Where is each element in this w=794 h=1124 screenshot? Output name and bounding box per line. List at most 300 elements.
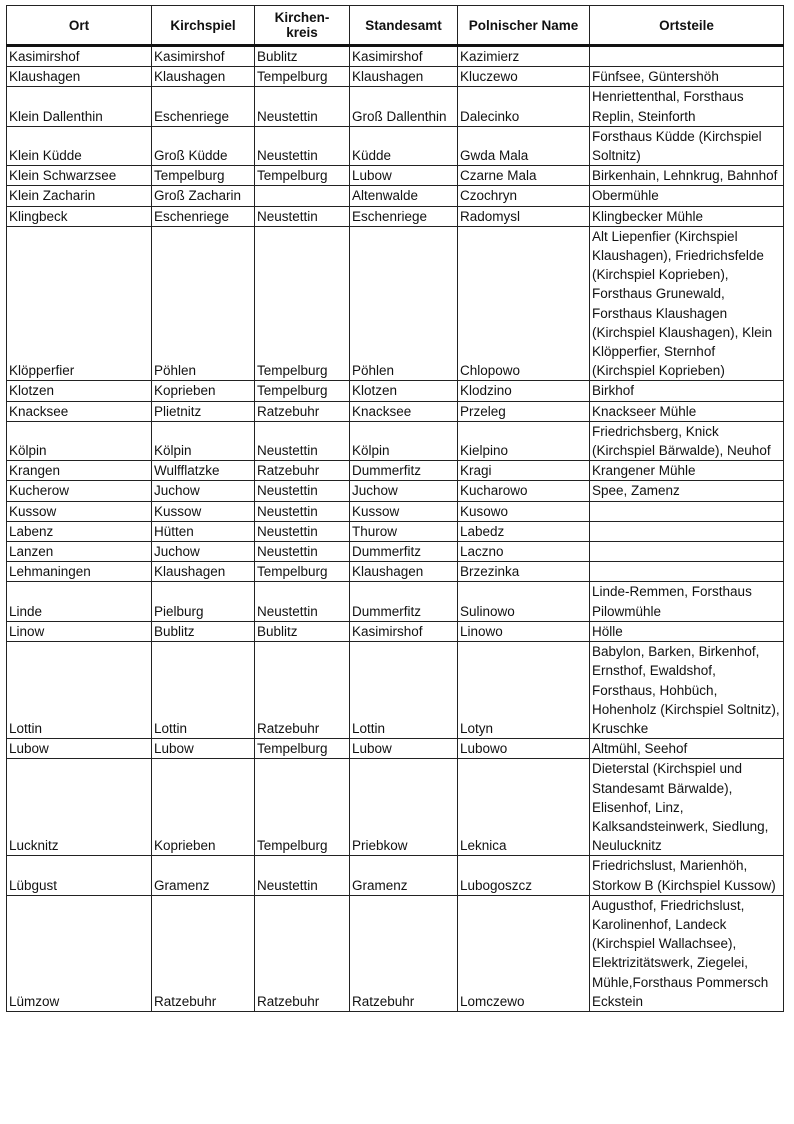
cell-kirchenkreis-text: Tempelburg: [257, 168, 328, 184]
cell-kirchspiel-text: Gramenz: [154, 877, 210, 893]
cell-standesamt-text: Dummerfitz: [352, 603, 422, 619]
cell-standesamt: [350, 521, 458, 541]
table-row: [7, 562, 784, 582]
cell-ortsteile-text: Friedrichsberg, Knick (Kirchspiel Bärwalde), Neuhof: [592, 423, 771, 459]
cell-ort-text: Klein Küdde: [9, 148, 82, 164]
cell-polnischer-name: [458, 186, 590, 206]
table-row: [7, 582, 784, 621]
cell-kirchspiel-text: Kasimirshof: [154, 49, 225, 64]
cell-polnischer-name: [458, 856, 590, 895]
cell-standesamt: [350, 206, 458, 226]
cell-polnischer-name-text: Przeleg: [460, 403, 506, 419]
cell-kirchspiel: [152, 46, 255, 67]
places-table: [6, 5, 784, 1012]
table-row: [7, 186, 784, 206]
cell-ort: [7, 542, 152, 562]
cell-kirchspiel: [152, 186, 255, 206]
cell-ort: [7, 186, 152, 206]
cell-ortsteile-text: Birkhof: [592, 383, 635, 399]
cell-standesamt: [350, 582, 458, 621]
cell-ort: [7, 421, 152, 460]
cell-kirchspiel: [152, 421, 255, 460]
cell-standesamt: [350, 46, 458, 67]
cell-kirchspiel: [152, 642, 255, 739]
cell-standesamt-text: Klaushagen: [352, 69, 424, 85]
cell-standesamt-text: Dummerfitz: [352, 463, 422, 479]
cell-ort: [7, 226, 152, 381]
cell-ort-text: Kasimirshof: [9, 49, 80, 64]
header-standesamt: Standesamt: [350, 6, 458, 46]
cell-kirchspiel: [152, 895, 255, 1011]
table-row: [7, 126, 784, 165]
cell-polnischer-name: [458, 226, 590, 381]
cell-ortsteile-text: Augusthof, Friedrichslust, Karolinenhof, Landeck (Kirchspiel Wallachsee), Elektrizitätswerk, Ziegelei, Mühle,Forsthaus Pommersch Eckstein: [592, 897, 769, 1009]
cell-kirchspiel-text: Klaushagen: [154, 69, 226, 85]
cell-standesamt: [350, 67, 458, 87]
cell-ortsteile-text: Spee, Zamenz: [592, 483, 680, 499]
cell-polnischer-name: [458, 501, 590, 521]
cell-ortsteile: [590, 621, 784, 641]
cell-polnischer-name-text: Lubowo: [460, 741, 508, 757]
cell-ort: [7, 856, 152, 895]
cell-kirchspiel-text: Eschenriege: [154, 208, 230, 224]
cell-polnischer-name-text: Lubogoszcz: [460, 877, 533, 893]
table-row: [7, 501, 784, 521]
cell-ortsteile: [590, 206, 784, 226]
cell-ortsteile-text: Knackseer Mühle: [592, 403, 697, 419]
cell-ort: [7, 759, 152, 856]
cell-polnischer-name: [458, 461, 590, 481]
cell-polnischer-name-text: Kucharowo: [460, 483, 528, 499]
cell-ortsteile-text: Fünfsee, Güntershöh: [592, 69, 719, 85]
cell-polnischer-name: [458, 67, 590, 87]
cell-polnischer-name: [458, 521, 590, 541]
cell-ortsteile: [590, 186, 784, 206]
cell-kirchenkreis: [255, 521, 350, 541]
cell-polnischer-name: [458, 381, 590, 401]
cell-polnischer-name: [458, 621, 590, 641]
cell-ortsteile: [590, 381, 784, 401]
cell-kirchspiel-text: Plietnitz: [154, 403, 202, 419]
cell-kirchspiel-text: Bublitz: [154, 623, 195, 639]
cell-kirchspiel: [152, 481, 255, 501]
table-row: [7, 226, 784, 381]
cell-kirchspiel: [152, 226, 255, 381]
cell-standesamt: [350, 542, 458, 562]
cell-ort: [7, 401, 152, 421]
cell-ortsteile-text: Linde-Remmen, Forsthaus Pilowmühle: [592, 584, 752, 619]
cell-ort: [7, 642, 152, 739]
cell-ortsteile: [590, 461, 784, 481]
cell-standesamt-text: Dummerfitz: [352, 544, 422, 560]
cell-standesamt: [350, 87, 458, 126]
cell-standesamt-text: Klotzen: [352, 383, 398, 399]
cell-polnischer-name: [458, 421, 590, 460]
cell-standesamt: [350, 856, 458, 895]
cell-kirchspiel: [152, 739, 255, 759]
cell-kirchspiel-text: Tempelburg: [154, 168, 225, 184]
cell-ortsteile: [590, 759, 784, 856]
cell-standesamt-text: Küdde: [352, 148, 392, 164]
cell-ortsteile-text: Dieterstal (Kirchspiel und Standesamt Bärwalde), Elisenhof, Linz, Kalksandsteinwerk, Siedlung, Neulucknitz: [592, 761, 769, 854]
cell-standesamt: [350, 421, 458, 460]
cell-standesamt-text: Ratzebuhr: [352, 993, 415, 1009]
cell-polnischer-name: [458, 562, 590, 582]
cell-kirchenkreis-text: Neustettin: [257, 877, 318, 893]
cell-ort: [7, 46, 152, 67]
cell-standesamt-text: Eschenriege: [352, 208, 428, 224]
cell-kirchenkreis-text: Ratzebuhr: [257, 720, 320, 736]
cell-ort-text: Lubow: [9, 741, 49, 757]
cell-kirchenkreis-text: Neustettin: [257, 503, 318, 519]
cell-ortsteile: [590, 521, 784, 541]
table-row: [7, 621, 784, 641]
header-kirchenkreis-line2: kreis: [286, 25, 318, 40]
cell-kirchspiel-text: Koprieben: [154, 838, 216, 854]
table-body: [7, 46, 784, 1012]
cell-polnischer-name: [458, 642, 590, 739]
cell-kirchspiel: [152, 759, 255, 856]
cell-ort-text: Klaushagen: [9, 69, 81, 85]
cell-polnischer-name-text: Kielpino: [460, 443, 509, 459]
header-polnischer-name: Polnischer Name: [458, 6, 590, 46]
cell-ortsteile: [590, 46, 784, 67]
cell-kirchenkreis: [255, 461, 350, 481]
cell-ortsteile-text: Babylon, Barken, Birkenhof, Ernsthof, Ewaldshof, Forsthaus, Hohbüch, Hohenholz (Kirchspiel Soltnitz), Kruschke: [592, 644, 780, 736]
cell-ortsteile: [590, 562, 784, 582]
cell-ortsteile: [590, 126, 784, 165]
cell-kirchspiel-text: Lubow: [154, 741, 194, 757]
cell-kirchenkreis: [255, 126, 350, 165]
cell-kirchspiel: [152, 856, 255, 895]
cell-standesamt: [350, 642, 458, 739]
cell-kirchenkreis-text: Ratzebuhr: [257, 993, 320, 1009]
cell-ortsteile: [590, 542, 784, 562]
cell-kirchspiel: [152, 501, 255, 521]
cell-ort: [7, 461, 152, 481]
cell-standesamt: [350, 621, 458, 641]
cell-standesamt: [350, 481, 458, 501]
cell-polnischer-name-text: Chlopowo: [460, 363, 521, 379]
cell-kirchspiel: [152, 562, 255, 582]
header-row: [7, 6, 784, 46]
cell-ort-text: Linde: [9, 603, 43, 619]
cell-kirchspiel: [152, 401, 255, 421]
cell-polnischer-name-text: Lomczewo: [460, 993, 525, 1009]
cell-standesamt: [350, 381, 458, 401]
cell-ort-text: Krangen: [9, 463, 61, 479]
cell-kirchenkreis: [255, 67, 350, 87]
cell-kirchenkreis: [255, 226, 350, 381]
cell-ortsteile: [590, 582, 784, 621]
cell-polnischer-name: [458, 759, 590, 856]
cell-kirchenkreis: [255, 739, 350, 759]
cell-ortsteile-text: Friedrichslust, Marienhöh, Storkow B (Kirchspiel Kussow): [592, 858, 776, 893]
cell-ort-text: Kölpin: [9, 443, 47, 459]
cell-ortsteile-text: Krangener Mühle: [592, 463, 696, 479]
cell-kirchenkreis: [255, 481, 350, 501]
cell-kirchenkreis: [255, 381, 350, 401]
cell-ort-text: Lucknitz: [9, 838, 59, 854]
cell-kirchenkreis-text: Tempelburg: [257, 564, 328, 580]
cell-kirchenkreis: [255, 642, 350, 739]
cell-kirchenkreis-text: Neustettin: [257, 148, 318, 164]
cell-polnischer-name-text: Gwda Mala: [460, 148, 529, 164]
cell-standesamt-text: Klaushagen: [352, 564, 424, 580]
cell-ortsteile: [590, 401, 784, 421]
cell-kirchspiel-text: Eschenriege: [154, 108, 230, 124]
cell-standesamt-text: Kölpin: [352, 443, 390, 459]
cell-kirchenkreis: [255, 206, 350, 226]
cell-polnischer-name-text: Kluczewo: [460, 69, 518, 85]
cell-kirchenkreis: [255, 401, 350, 421]
cell-kirchenkreis-text: Neustettin: [257, 544, 318, 560]
cell-kirchspiel-text: Groß Zacharin: [154, 188, 242, 204]
cell-ort-text: Klöpperfier: [9, 363, 75, 379]
cell-standesamt: [350, 461, 458, 481]
cell-ort: [7, 87, 152, 126]
header-kirchspiel: Kirchspiel: [152, 6, 255, 46]
cell-ort-text: Klingbeck: [9, 208, 68, 224]
cell-ortsteile-text: Obermühle: [592, 188, 659, 204]
cell-kirchspiel-text: Pielburg: [154, 603, 204, 619]
cell-polnischer-name: [458, 166, 590, 186]
cell-kirchspiel: [152, 87, 255, 126]
cell-ortsteile-text: Alt Liepenfier (Kirchspiel Klaushagen), Friedrichsfelde (Kirchspiel Koprieben), Forsthaus Grunewald, Forsthaus Klaushagen (Kirchspiel Klaushagen), Klein Klöpperfier, Sternhof (Kirchspiel Koprieben): [592, 228, 773, 379]
cell-ort-text: Kucherow: [9, 483, 70, 499]
cell-kirchspiel: [152, 521, 255, 541]
cell-kirchenkreis-text: Bublitz: [257, 623, 298, 639]
cell-polnischer-name: [458, 739, 590, 759]
cell-ort-text: Lottin: [9, 720, 43, 736]
table-row: [7, 895, 784, 1011]
cell-ortsteile: [590, 642, 784, 739]
cell-ortsteile-text: Birkenhain, Lehnkrug, Bahnhof: [592, 168, 778, 184]
cell-standesamt: [350, 226, 458, 381]
cell-ort: [7, 739, 152, 759]
cell-kirchenkreis: [255, 895, 350, 1011]
cell-kirchspiel-text: Pöhlen: [154, 363, 197, 379]
cell-ort: [7, 381, 152, 401]
cell-ortsteile: [590, 856, 784, 895]
cell-kirchspiel: [152, 206, 255, 226]
cell-standesamt-text: Groß Dallenthin: [352, 108, 447, 124]
table-row: [7, 739, 784, 759]
cell-ort: [7, 126, 152, 165]
cell-ortsteile: [590, 501, 784, 521]
cell-ortsteile: [590, 739, 784, 759]
cell-polnischer-name-text: Klodzino: [460, 383, 512, 399]
cell-kirchspiel: [152, 166, 255, 186]
cell-polnischer-name-text: Laczno: [460, 544, 504, 560]
cell-standesamt: [350, 895, 458, 1011]
cell-kirchenkreis-text: Tempelburg: [257, 741, 328, 757]
cell-kirchenkreis: [255, 501, 350, 521]
cell-ortsteile: [590, 67, 784, 87]
header-kirchenkreis: [255, 6, 350, 46]
cell-polnischer-name-text: Sulinowo: [460, 603, 515, 619]
cell-ort-text: Klotzen: [9, 383, 55, 399]
cell-standesamt-text: Knacksee: [352, 403, 412, 419]
cell-ortsteile-text: Altmühl, Seehof: [592, 741, 688, 757]
cell-ort-text: Knacksee: [9, 403, 69, 419]
cell-kirchenkreis-text: Neustettin: [257, 603, 318, 619]
cell-standesamt-text: Pöhlen: [352, 363, 395, 379]
cell-ortsteile: [590, 895, 784, 1011]
cell-standesamt-text: Priebkow: [352, 838, 408, 854]
table-row: [7, 642, 784, 739]
cell-kirchenkreis: [255, 542, 350, 562]
header-ortsteile: Ortsteile: [590, 6, 784, 46]
cell-standesamt: [350, 759, 458, 856]
cell-kirchenkreis-text: Tempelburg: [257, 363, 328, 379]
cell-standesamt: [350, 739, 458, 759]
cell-polnischer-name-text: Linowo: [460, 623, 503, 639]
cell-polnischer-name: [458, 46, 590, 67]
cell-kirchspiel-text: Klaushagen: [154, 564, 226, 580]
table-row: [7, 521, 784, 541]
cell-ort: [7, 501, 152, 521]
cell-kirchenkreis: [255, 186, 350, 206]
header-ort: Ort: [7, 6, 152, 46]
cell-standesamt: [350, 501, 458, 521]
cell-kirchspiel-text: Ratzebuhr: [154, 993, 217, 1009]
cell-kirchenkreis: [255, 759, 350, 856]
cell-ort: [7, 67, 152, 87]
table-row: [7, 381, 784, 401]
cell-ortsteile: [590, 481, 784, 501]
table-row: [7, 87, 784, 126]
cell-polnischer-name-text: Kragi: [460, 463, 492, 479]
cell-kirchenkreis: [255, 562, 350, 582]
cell-kirchspiel: [152, 126, 255, 165]
cell-kirchspiel-text: Lottin: [154, 720, 188, 736]
cell-standesamt-text: Kussow: [352, 503, 400, 519]
cell-ortsteile: [590, 166, 784, 186]
cell-kirchenkreis: [255, 421, 350, 460]
cell-ort-text: Klein Schwarzsee: [9, 168, 117, 184]
cell-kirchenkreis-text: Ratzebuhr: [257, 403, 320, 419]
cell-kirchspiel-text: Hütten: [154, 523, 194, 539]
cell-ort-text: Linow: [9, 623, 45, 639]
cell-polnischer-name-text: Lotyn: [460, 720, 494, 736]
cell-standesamt: [350, 166, 458, 186]
cell-standesamt-text: Lubow: [352, 741, 392, 757]
cell-standesamt: [350, 186, 458, 206]
cell-kirchenkreis-text: Bublitz: [257, 49, 298, 64]
cell-kirchspiel: [152, 67, 255, 87]
cell-standesamt-text: Lottin: [352, 720, 386, 736]
cell-ort-text: Lehmaningen: [9, 564, 91, 580]
cell-ort: [7, 206, 152, 226]
cell-standesamt: [350, 562, 458, 582]
cell-kirchspiel-text: Juchow: [154, 483, 200, 499]
cell-polnischer-name: [458, 542, 590, 562]
cell-ort: [7, 582, 152, 621]
cell-ort: [7, 166, 152, 186]
table-row: [7, 542, 784, 562]
cell-kirchspiel-text: Koprieben: [154, 383, 216, 399]
cell-polnischer-name: [458, 206, 590, 226]
cell-kirchenkreis-text: Neustettin: [257, 108, 318, 124]
cell-ortsteile: [590, 421, 784, 460]
cell-kirchspiel-text: Kussow: [154, 503, 202, 519]
cell-ort: [7, 481, 152, 501]
cell-standesamt-text: Thurow: [352, 523, 398, 539]
cell-kirchenkreis-text: Tempelburg: [257, 838, 328, 854]
cell-polnischer-name-text: Czochryn: [460, 188, 518, 204]
table-row: [7, 401, 784, 421]
table-row: [7, 759, 784, 856]
cell-kirchspiel: [152, 381, 255, 401]
cell-polnischer-name-text: Labedz: [460, 523, 505, 539]
cell-standesamt-text: Altenwalde: [352, 188, 419, 204]
table-row: [7, 67, 784, 87]
cell-polnischer-name-text: Kazimierz: [460, 49, 520, 64]
cell-ortsteile-text: Hölle: [592, 623, 623, 639]
cell-kirchspiel: [152, 542, 255, 562]
cell-kirchenkreis-text: Neustettin: [257, 443, 318, 459]
cell-ort: [7, 521, 152, 541]
cell-polnischer-name-text: Kusowo: [460, 503, 509, 519]
cell-ort: [7, 562, 152, 582]
cell-kirchspiel: [152, 582, 255, 621]
cell-ort-text: Kussow: [9, 503, 57, 519]
cell-kirchenkreis-text: Neustettin: [257, 483, 318, 499]
cell-ort-text: Lanzen: [9, 544, 54, 560]
cell-kirchenkreis-text: Ratzebuhr: [257, 463, 320, 479]
table-row: [7, 421, 784, 460]
cell-ortsteile: [590, 226, 784, 381]
cell-standesamt: [350, 401, 458, 421]
cell-ortsteile-text: Klingbecker Mühle: [592, 208, 704, 224]
table-row: [7, 206, 784, 226]
cell-kirchenkreis: [255, 582, 350, 621]
cell-ortsteile: [590, 87, 784, 126]
cell-ort: [7, 621, 152, 641]
cell-kirchenkreis: [255, 621, 350, 641]
cell-standesamt-text: Lubow: [352, 168, 392, 184]
cell-polnischer-name-text: Leknica: [460, 838, 507, 854]
cell-ort: [7, 895, 152, 1011]
cell-polnischer-name-text: Brzezinka: [460, 564, 520, 580]
table-row: [7, 46, 784, 67]
cell-standesamt: [350, 126, 458, 165]
cell-kirchspiel-text: Kölpin: [154, 443, 192, 459]
cell-kirchenkreis-text: Neustettin: [257, 208, 318, 224]
cell-standesamt-text: Kasimirshof: [352, 623, 423, 639]
header-kirchenkreis-line1: Kirchen-: [274, 10, 330, 25]
cell-polnischer-name-text: Czarne Mala: [460, 168, 537, 184]
cell-polnischer-name: [458, 582, 590, 621]
table-row: [7, 856, 784, 895]
cell-polnischer-name: [458, 401, 590, 421]
cell-kirchenkreis-text: Tempelburg: [257, 383, 328, 399]
cell-ortsteile-text: Forsthaus Küdde (Kirchspiel Soltnitz): [592, 128, 762, 164]
cell-ort-text: Lümzow: [9, 993, 60, 1009]
table-row: [7, 481, 784, 501]
cell-kirchenkreis: [255, 856, 350, 895]
cell-standesamt-text: Gramenz: [352, 877, 408, 893]
cell-kirchenkreis-text: Neustettin: [257, 523, 318, 539]
cell-kirchspiel: [152, 621, 255, 641]
cell-kirchenkreis: [255, 46, 350, 67]
cell-polnischer-name: [458, 126, 590, 165]
table-row: [7, 166, 784, 186]
cell-ort-text: Lübgust: [9, 877, 58, 893]
cell-ort-text: Klein Zacharin: [9, 188, 96, 204]
cell-polnischer-name: [458, 895, 590, 1011]
